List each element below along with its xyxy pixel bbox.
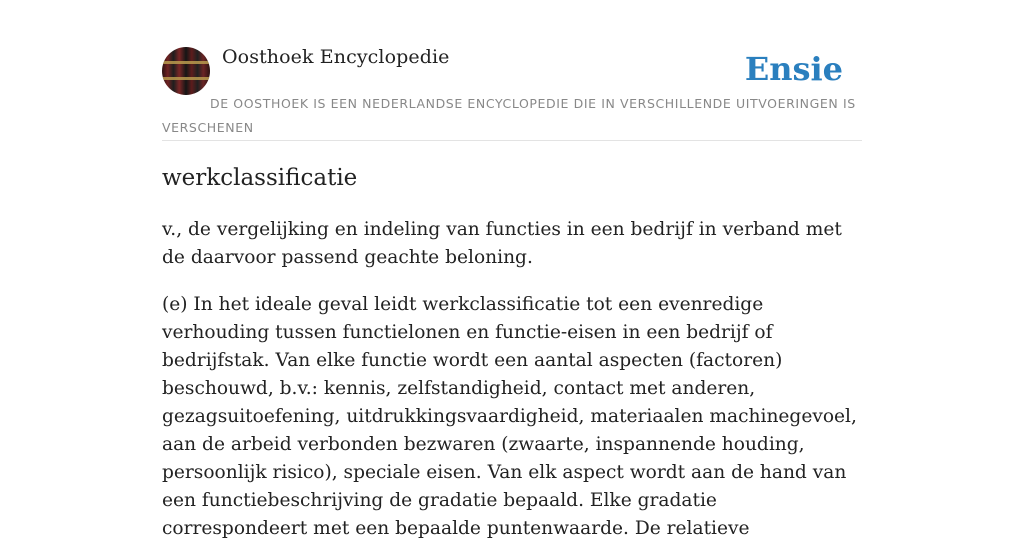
article [162,160,862,543]
ensie-brand-logo[interactable]: Ensie [744,50,843,88]
site-tagline: DE OOSTHOEK IS EEN NEDERLANDSE ENCYCLOPEDIE DIE IN VERSCHILLENDE UITVOERINGEN IS VERSCHENEN [162,96,856,135]
site-title-link[interactable]: Oosthoek Encyclopedie [222,46,450,68]
article-paragraph: v., de vergelijking en indeling van functies in een bedrijf in verband met de daarvoor passend geachte beloning. [162,219,842,268]
site-header [162,40,862,141]
site-logo-avatar[interactable] [162,47,210,95]
article-title: werkclassificatie [162,165,358,191]
article-paragraph: (e) In het ideale geval leidt werkclassificatie tot een evenredige verhouding tussen functielonen en functie-eisen in een bedrijf of bedrijfstak. Van elke functie wordt een aantal aspecten (factoren) beschouwd, b.v.: kennis, zelfstandigheid, contact met anderen, gezagsuitoefening, uitdrukkingsvaardigheid, materiaalen machinegevoel, aan de arbeid verbonden bezwaren (zwaarte, inspannende houding, persoonlijk risico), speciale eisen. Van elk aspect wordt aan de hand van een functiebeschrijving de gradatie bepaald. Elke gradatie correspondeert met een bepaalde puntenwaarde. De relatieve [162,294,857,539]
